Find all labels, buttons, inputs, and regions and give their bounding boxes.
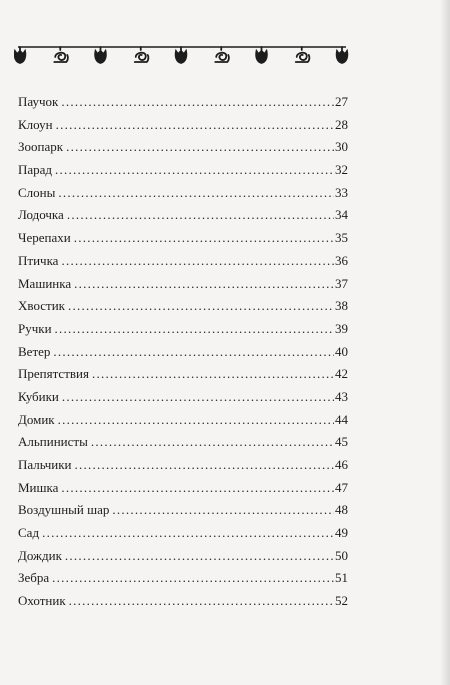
toc-entry <box>18 273 348 296</box>
toc-page-number: 27 <box>335 94 348 109</box>
toc-title: Слоны <box>18 184 56 200</box>
toc-page-number: 37 <box>335 275 348 291</box>
toc-title: Зебра <box>18 570 50 586</box>
dot-leader <box>67 204 334 227</box>
toc-page-number: 28 <box>335 116 348 132</box>
dot-leader <box>58 182 334 205</box>
toc-title: Ветер <box>18 343 51 359</box>
dot-leader <box>58 409 334 432</box>
toc-page-number: 36 <box>335 252 348 268</box>
toc-page-number: 39 <box>335 320 348 336</box>
dot-leader <box>61 477 334 500</box>
dot-leader <box>69 590 334 613</box>
dot-leader <box>62 386 334 409</box>
toc-entry <box>18 454 348 477</box>
toc-entry <box>18 114 348 137</box>
snail-icon <box>135 47 149 62</box>
dot-leader <box>55 318 334 341</box>
toc-title: Парад <box>18 162 53 178</box>
dot-leader <box>56 114 334 137</box>
toc-entry <box>18 545 348 568</box>
toc-title: Птичка <box>18 252 59 268</box>
toc-entry <box>18 363 348 386</box>
toc-title: Машинка <box>18 275 72 291</box>
toc-page-number: 52 <box>335 593 348 609</box>
toc-entry <box>18 477 348 500</box>
toc-entry <box>18 91 348 114</box>
dot-leader <box>61 91 334 114</box>
dot-leader <box>112 499 334 522</box>
toc-title: Домик <box>18 411 55 427</box>
snail-icon <box>215 47 229 62</box>
toc-page-number: 45 <box>335 434 348 450</box>
dot-leader <box>74 273 334 296</box>
toc-page-number: 34 <box>335 207 348 223</box>
toc-entry <box>18 318 348 341</box>
toc-entry <box>18 590 348 613</box>
toc-page-number: 38 <box>335 298 348 314</box>
toc-page-number: 49 <box>335 525 348 541</box>
toc-entry <box>18 409 348 432</box>
toc-title: Мишка <box>18 479 59 495</box>
toc-entry <box>18 386 348 409</box>
dot-leader <box>61 250 334 273</box>
toc-page-number: 44 <box>335 411 348 427</box>
toc-page-number: 47 <box>335 479 348 495</box>
toc-entry <box>18 522 348 545</box>
toc-entry <box>18 159 348 182</box>
toc-title: Альпинисты <box>18 434 88 450</box>
toc-title: Лодочка <box>18 207 64 223</box>
toc-title: Ручки <box>18 320 52 336</box>
toc-entry <box>18 227 348 250</box>
toc-title: Дождик <box>18 547 62 563</box>
dot-leader <box>74 454 334 477</box>
toc-entry <box>18 499 348 522</box>
toc-entry <box>18 250 348 273</box>
toc-title: Клоун <box>18 116 53 132</box>
toc-page-number: 32 <box>335 162 348 178</box>
toc-title: Пальчики <box>18 457 72 472</box>
dot-leader <box>74 227 334 250</box>
toc-title: Хвостик <box>18 298 65 314</box>
toc-page-number: 35 <box>335 230 348 246</box>
dot-leader <box>55 159 334 182</box>
toc-title: Препятствия <box>18 366 89 382</box>
dot-leader <box>42 522 334 545</box>
tulip-icon <box>95 47 106 63</box>
toc-entry <box>18 341 348 364</box>
tulip-icon <box>337 47 348 63</box>
dot-leader <box>52 567 334 590</box>
dot-leader <box>65 545 334 568</box>
toc-title: Черепахи <box>18 230 71 246</box>
snail-icon <box>54 47 68 62</box>
toc-page-number: 30 <box>335 139 348 155</box>
toc-page-number: 50 <box>335 547 348 563</box>
toc-entry <box>18 567 348 590</box>
toc-title: Воздушный шар <box>18 502 110 518</box>
ornament-border <box>14 38 350 66</box>
toc-entry <box>18 204 348 227</box>
toc-title: Зоопарк <box>18 139 64 155</box>
dot-leader <box>91 431 334 454</box>
toc-page-number: 48 <box>335 502 348 518</box>
tulip-icon <box>176 47 187 63</box>
toc-page-number: 42 <box>335 366 348 382</box>
toc-page-number: 43 <box>335 388 348 404</box>
snail-icon <box>296 47 310 62</box>
toc-title: Кубики <box>18 388 59 404</box>
toc-page-number: 51 <box>335 570 348 586</box>
toc-entry <box>18 182 348 205</box>
dot-leader <box>66 136 334 159</box>
dot-leader <box>92 363 334 386</box>
toc-entry <box>18 295 348 318</box>
toc-entry <box>18 431 348 454</box>
toc-title: Паучок <box>18 94 59 109</box>
page-edge-shadow <box>440 0 450 685</box>
toc-title: Сад <box>18 525 40 541</box>
dot-leader <box>68 295 334 318</box>
tulip-icon <box>256 47 267 63</box>
dot-leader <box>53 341 334 364</box>
toc-page-number: 40 <box>335 343 348 359</box>
toc-page-number: 33 <box>335 184 348 200</box>
tulip-icon <box>15 47 26 63</box>
table-of-contents <box>18 91 348 613</box>
toc-entry <box>18 136 348 159</box>
toc-page-number: 46 <box>335 457 348 472</box>
toc-title: Охотник <box>18 593 66 609</box>
